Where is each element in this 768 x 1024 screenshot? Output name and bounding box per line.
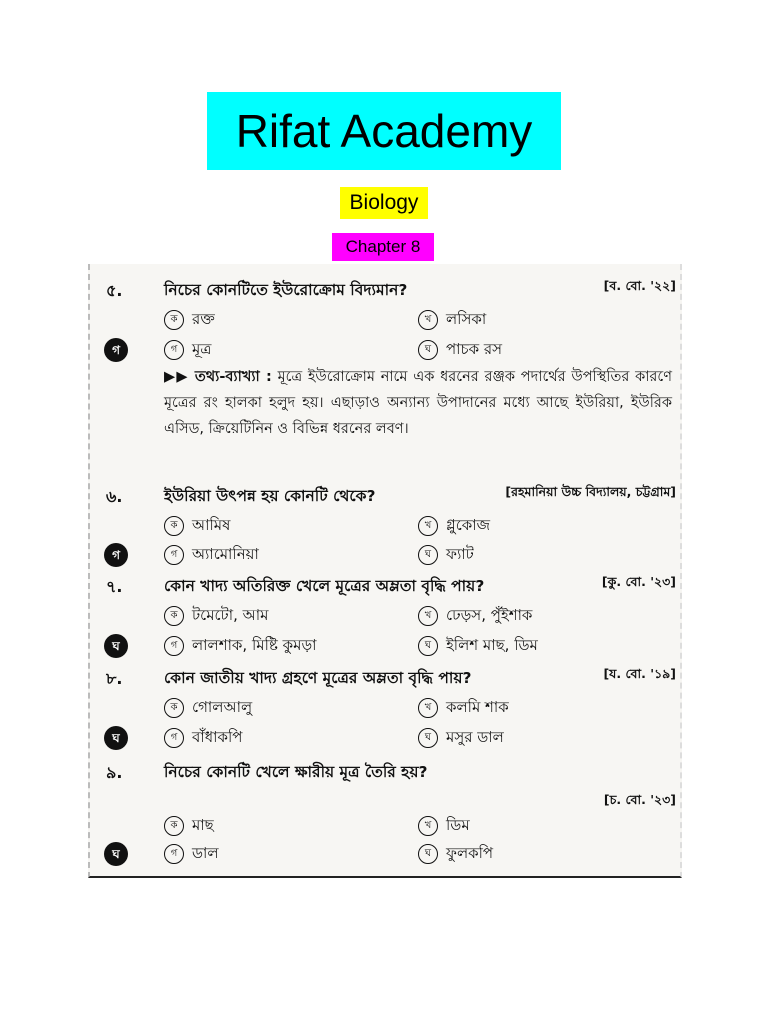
option-gha: ঘ ইলিশ মাছ, ডিম: [418, 634, 538, 659]
option-kha: খ ঢেড়স, পুঁইশাক: [418, 604, 532, 629]
option-ga: গ মূত্র: [164, 338, 211, 363]
option-ka: ক গোলআলু: [164, 696, 252, 721]
option-gha: ঘ ফ্যাট: [418, 543, 474, 568]
option-ka: ক মাছ: [164, 814, 214, 839]
page-title: Rifat Academy: [207, 92, 561, 170]
scanned-question-page: [88, 264, 682, 878]
question-number: ৮.: [106, 669, 123, 688]
question-source: [চ. বো. '২৩]: [603, 792, 676, 807]
answer-badge: গ: [104, 543, 128, 567]
question-number: ৬.: [106, 487, 123, 506]
option-ka: ক আমিষ: [164, 514, 230, 539]
option-ka: ক রক্ত: [164, 308, 215, 333]
question-source: [রহমানিয়া উচ্চ বিদ্যালয়, চট্টগ্রাম]: [505, 484, 676, 499]
explanation-label: ▶▶ তথ্য-ব্যাখ্যা :: [164, 369, 272, 385]
option-gha: ঘ মসুর ডাল: [418, 726, 504, 751]
question-text: নিচের কোনটিতে ইউরোক্রোম বিদ্যমান?: [164, 281, 408, 299]
answer-badge: গ: [104, 338, 128, 362]
option-gha: ঘ ফুলকপি: [418, 842, 493, 867]
option-ka: ক টমেটো, আম: [164, 604, 268, 629]
option-kha: খ গ্লুকোজ: [418, 514, 490, 539]
answer-badge: ঘ: [104, 726, 128, 750]
chapter-label: Chapter 8: [332, 233, 434, 261]
question-text: কোন জাতীয় খাদ্য গ্রহণে মূত্রের অম্লতা বৃদ্ধি পায়?: [164, 669, 472, 687]
option-ga: গ লালশাক, মিষ্টি কুমড়া: [164, 634, 317, 659]
option-kha: খ কলমি শাক: [418, 696, 509, 721]
option-ga: গ ডাল: [164, 842, 219, 867]
question-text: কোন খাদ্য অতিরিক্ত খেলে মূত্রের অম্লতা বৃদ্ধি পায়?: [164, 577, 485, 595]
explanation: [164, 364, 672, 442]
question-source: [ব. বো. '২২]: [603, 278, 676, 293]
option-ga: গ বাঁধাকপি: [164, 726, 242, 751]
question-number: ৭.: [106, 577, 123, 596]
question-text: ইউরিয়া উৎপন্ন হয় কোনটি থেকে?: [164, 487, 376, 505]
option-gha: ঘ পাচক রস: [418, 338, 502, 363]
question-source: [কু. বো. '২৩]: [601, 574, 676, 589]
option-ga: গ অ্যামোনিয়া: [164, 543, 259, 568]
question-number: ৫.: [106, 281, 123, 300]
question-text: নিচের কোনটি খেলে ক্ষারীয় মূত্র তৈরি হয়?: [164, 763, 428, 781]
question-source: [য. বো. '১৯]: [603, 666, 676, 681]
answer-badge: ঘ: [104, 842, 128, 866]
answer-badge: ঘ: [104, 634, 128, 658]
option-kha: খ লসিকা: [418, 308, 486, 333]
explanation-text: মূত্রে ইউরোক্রোম নামে এক ধরনের রঞ্জক পদার্থের উপস্থিতির কারণে মূত্রের রং হালকা হলুদ হয়। এছাড়াও অন্যান্য উপাদানের মধ্যে আছে ইউরিয়া, ইউরিক এসিড, ক্রিয়েটিনিন ও বিভিন্ন ধরনের লবণ।: [164, 369, 672, 437]
option-kha: খ ডিম: [418, 814, 470, 839]
question-number: ৯.: [106, 763, 123, 782]
subject-label: Biology: [340, 187, 428, 219]
